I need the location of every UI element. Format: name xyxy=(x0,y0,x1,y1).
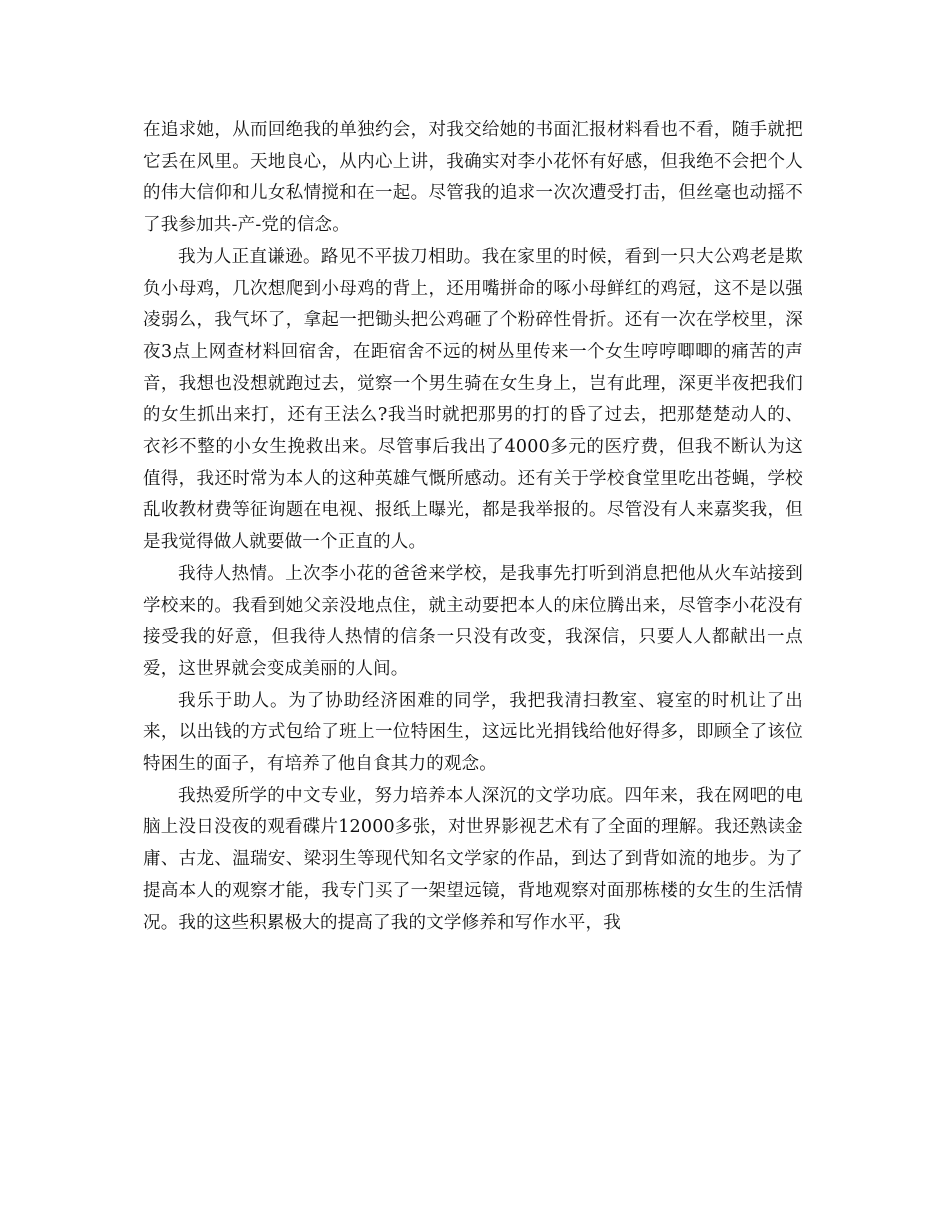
paragraph-continued: 在追求她，从而回绝我的单独约会，对我交给她的书面汇报材料看也不看，随手就把它丢在风里。天地良心，从内心上讲，我确实对李小花怀有好感，但我绝不会把个人的伟大信仰和儿女私情搅和在一起。尽管我的追求一次次遭受打击，但丝毫也动摇不了我参加共-产-党的信念。 xyxy=(143,120,803,236)
paragraph-helpfulness: 我乐于助人。为了协助经济困难的同学，我把我清扫教室、寝室的时机让了出来，以出钱的方式包给了班上一位特困生，这远比光捐钱给他好得多，即顾全了该位特困生的面子，有培养了他自食其力的观念。 xyxy=(143,690,803,775)
document-body xyxy=(143,115,803,939)
paragraph-literature: 我热爱所学的中文专业，努力培养本人深沉的文学功底。四年来，我在网吧的电脑上没日没夜的观看碟片12000多张，对世界影视艺术有了全面的理解。我还熟读金庸、古龙、温瑞安、梁羽生等现代知名文学家的作品，到达了到背如流的地步。为了提高本人的观察才能，我专门买了一架望远镜，背地观察对面那栋楼的女生的生活情况。我的这些积累极大的提高了我的文学修养和写作水平，我 xyxy=(143,785,803,933)
paragraph-enthusiasm: 我待人热情。上次李小花的爸爸来学校，是我事先打听到消息把他从火车站接到学校来的。我看到她父亲没地点住，就主动要把本人的床位腾出来，尽管李小花没有接受我的好意，但我待人热情的信条一只没有改变，我深信，只要人人都献出一点爱，这世界就会变成美丽的人间。 xyxy=(143,563,803,679)
paragraph-integrity: 我为人正直谦逊。路见不平拔刀相助。我在家里的时候，看到一只大公鸡老是欺负小母鸡，几次想爬到小母鸡的背上，还用嘴拼命的啄小母鲜红的鸡冠，这不是以强凌弱么，我气坏了，拿起一把锄头把公鸡砸了个粉碎性骨折。还有一次在学校里，深夜3点上网查材料回宿舍，在距宿舍不远的树丛里传来一个女生哼哼唧唧的痛苦的声音，我想也没想就跑过去，觉察一个男生骑在女生身上，岂有此理，深更半夜把我们的女生抓出来打，还有王法么?我当时就把那男的打的昏了过去，把那楚楚动人的、衣衫不整的小女生挽救出来。尽管事后我出了4000多元的医疗费，但我不断认为这值得，我还时常为本人的这种英雄气慨所感动。还有关于学校食堂里吃出苍蝇，学校乱收教材费等征询题在电视、报纸上曝光，都是我举报的。尽管没有人来嘉奖我，但是我觉得做人就要做一个正直的人。 xyxy=(143,246,803,553)
